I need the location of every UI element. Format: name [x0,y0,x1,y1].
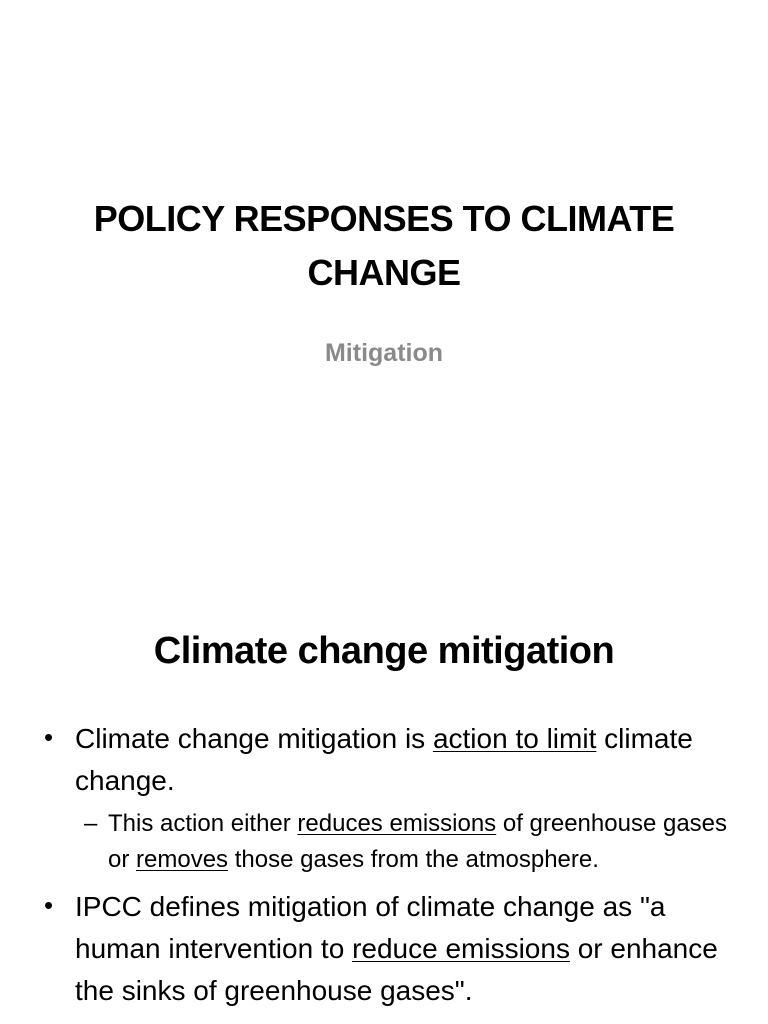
dash-icon: – [84,810,98,837]
sub-bullet-text-end: those gases from the atmosphere. [228,846,599,873]
bullet-text-end: climate change. [75,723,693,796]
bullet-text-end: or enhance the sinks of greenhouse gases". [75,933,718,1006]
sub-bullet-text-mid: of greenhouse gases or [108,810,728,873]
bullet-icon: • [44,722,54,752]
content-slide [0,576,768,1024]
bullet-icon: • [44,890,54,920]
link-action-to-limit[interactable]: action to limit [432,723,597,754]
bullet-list [44,718,734,1012]
bullet-item-ipcc [44,886,734,1012]
link-reduces-emissions[interactable]: reduces emissions [297,810,497,837]
bullet-text-start: Climate change mitigation is [75,723,433,754]
slide-title: Climate change mitigation [153,630,615,672]
link-reduce-emissions[interactable]: reduce emissions [352,933,570,964]
link-removes[interactable]: removes [136,846,229,873]
presentation-title: POLICY RESPONSES TO CLIMATE CHANGE [93,198,675,293]
sub-bullet-item [77,806,734,878]
bullet-item-definition [44,718,734,802]
bullet-text-start: IPCC defines mitigation of climate change as "a human intervention to [75,891,666,964]
sub-bullet-text-start: This action either [108,810,298,837]
presentation-subtitle: Mitigation [324,339,444,367]
